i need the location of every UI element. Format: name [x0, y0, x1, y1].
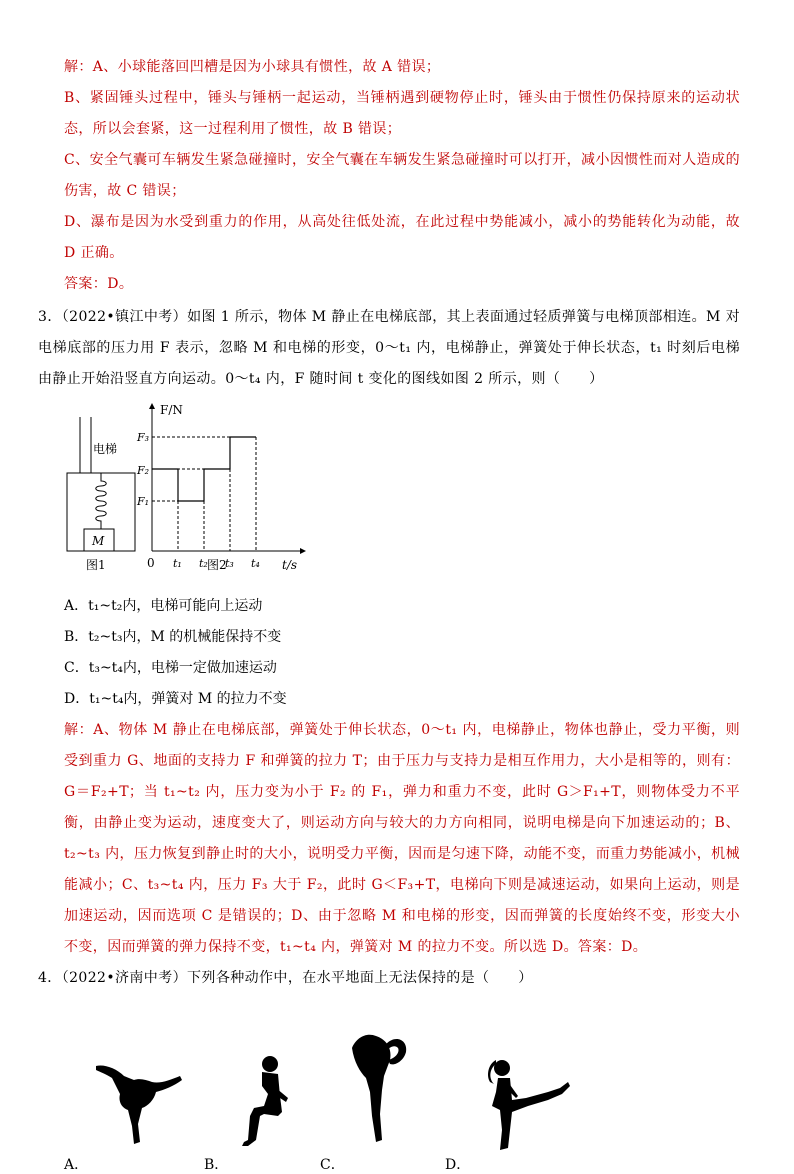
- figure-2-graph: [136, 403, 306, 572]
- solution-line: D、瀑布是因为水受到重力的作用，从高处往低处流，在此过程中势能减小，减小的势能转化为动能，故 D 正确。: [64, 214, 740, 261]
- y-tick-f1: F₁: [137, 495, 150, 508]
- question-3: [38, 302, 740, 395]
- figure-1-elevator: [67, 417, 135, 572]
- figure-2-caption: 图2: [207, 558, 227, 572]
- elevator-label: 电梯: [93, 442, 118, 456]
- x-tick-t4: t₄: [251, 557, 260, 570]
- silhouette-a-image: [94, 1056, 184, 1146]
- x-tick-t2: t₂: [199, 557, 208, 570]
- question-4-stem-block: [38, 963, 740, 994]
- option-a-label[interactable]: A．: [64, 1157, 89, 1173]
- solution-line: C、安全气囊可车辆发生紧急碰撞时，安全气囊在车辆发生紧急碰撞时可以打开，减小因惯性而对人造成的伤害，故 C 错误；: [64, 152, 740, 199]
- origin-label: 0: [147, 556, 155, 570]
- silhouette-b-image: [234, 1054, 294, 1154]
- document-page: [38, 52, 740, 1174]
- force-time-line: [152, 437, 256, 501]
- x-tick-t3: t₃: [225, 557, 234, 570]
- question-stem: 下列各种动作中，在水平地面上无法保持的是（ ）: [187, 970, 533, 986]
- figure-1-caption: 图1: [86, 558, 106, 572]
- option-b-label[interactable]: B．: [204, 1157, 229, 1173]
- y-axis-arrow: [149, 403, 155, 409]
- option-d[interactable]: D．t₁~t₄内，弹簧对 M 的拉力不变: [64, 691, 287, 707]
- silhouette-c-image: [346, 1030, 416, 1150]
- question-3-figures: [64, 401, 740, 591]
- solution-line: B、紧固锤头过程中，锤头与锤柄一起运动，当锤柄遇到硬物停止时，锤头由于惯性仍保持原来的运动状态，所以会套紧，这一过程利用了惯性，故 B 错误；: [64, 90, 740, 137]
- question-number: 3．: [38, 309, 62, 325]
- figures-svg: [64, 401, 324, 591]
- silhouette-d-image: [482, 1056, 572, 1156]
- question-2-solution: [64, 52, 740, 300]
- question-number: 4．: [38, 970, 62, 986]
- option-d-label[interactable]: D．: [445, 1157, 471, 1173]
- question-4: [38, 963, 740, 994]
- solution-line: 解：A、小球能落回凹槽是因为小球具有惯性，故 A 错误；: [64, 59, 441, 75]
- solution-line: 答案：D。: [64, 276, 134, 292]
- option-a[interactable]: A．t₁~t₂内，电梯可能向上运动: [64, 598, 263, 614]
- question-source: （2022•济南中考）: [61, 970, 188, 986]
- y-tick-f3: F₃: [137, 431, 150, 444]
- option-c[interactable]: C．t₃~t₄内，电梯一定做加速运动: [64, 660, 277, 676]
- question-stem: 如图 1 所示，物体 M 静止在电梯底部，其上表面通过轻质弹簧与电梯顶部相连。M 对电梯底部的压力用 F 表示，忽略 M 和电梯的形变，0～t₁ 内，电梯静止，弹簧处于伸长状态，t₁ 时刻后电梯由静止开始沿竖直方向运动。0～t₄ 内，F 随时间 t 变化的图线如图 2 所示，则（ ）: [38, 309, 740, 387]
- mass-label: M: [92, 534, 105, 548]
- spring-coil: [96, 473, 107, 529]
- option-c-label[interactable]: C．: [320, 1157, 345, 1173]
- x-axis-arrow: [300, 548, 306, 554]
- question-4-images: [64, 1016, 740, 1174]
- question-3-stem-block: [38, 302, 740, 395]
- y-axis-label: F/N: [160, 403, 183, 417]
- option-b[interactable]: B．t₂~t₃内，M 的机械能保持不变: [64, 629, 282, 645]
- y-tick-f2: F₂: [137, 464, 150, 477]
- x-tick-t1: t₁: [173, 557, 182, 570]
- question-3-solution: 解：A、物体 M 静止在电梯底部，弹簧处于伸长状态，0～t₁ 内，电梯静止，物体也静止，受力平衡，则受到重力 G、地面的支持力 F 和弹簧的拉力 T；由于压力与支持力是相互作用力，大小是相等的，则有：G＝F₂+T；当 t₁~t₂ 内，压力变为小于 F₂ 的 F₁，弹力和重力不变，此时 G＞F₁+T，则物体受力不平衡，由静止变为运动，速度变大了，则运动方向与较大的力方向相同，说明电梯是向下加速运动的；B、t₂~t₃ 内，压力恢复到静止时的大小，说明受力平衡，因而是匀速下降，动能不变，而重力势能减小，机械能减小；C、t₃~t₄ 内，压力 F₃ 大于 F₂，此时 G＜F₃+T，电梯向下则是减速运动，如果向上运动，则是加速运动，因而选项 C 是错误的；D、由于忽略 M 和电梯的形变，因而弹簧的长度始终不变，形变大小不变，因而弹簧的弹力保持不变，t₁~t₄ 内，弹簧对 M 的拉力不变。所以选 D。答案：D。: [64, 722, 740, 955]
- question-3-options: [64, 591, 740, 715]
- x-axis-label: t/s: [282, 558, 298, 572]
- question-source: （2022•镇江中考）: [61, 309, 188, 325]
